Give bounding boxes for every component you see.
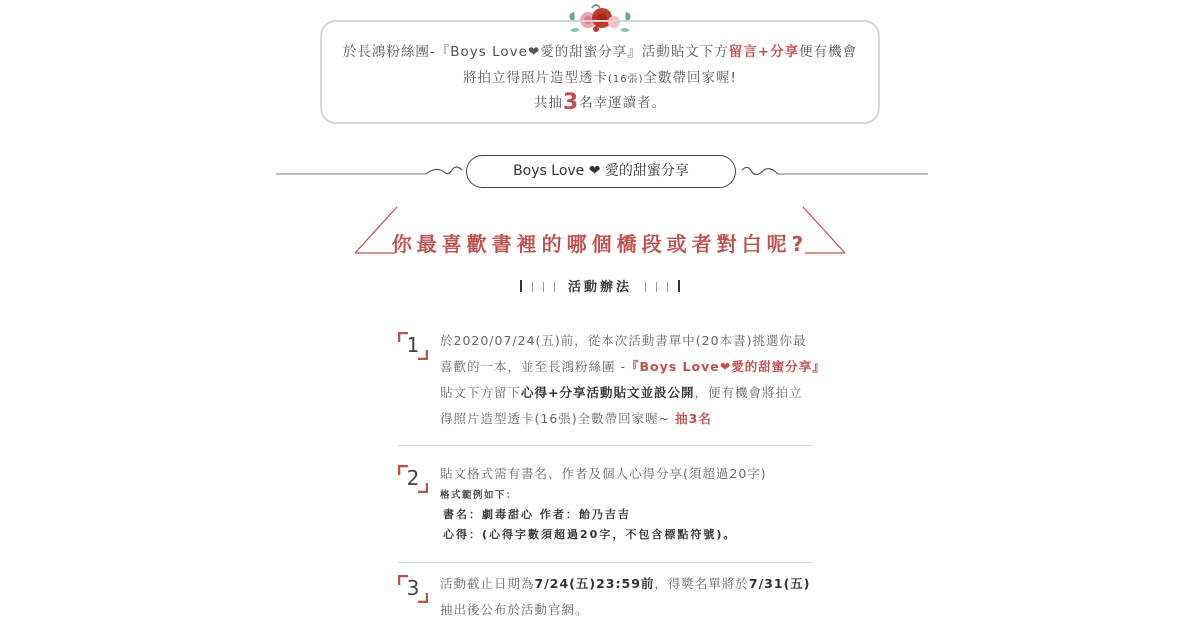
announcement-box xyxy=(320,20,880,124)
item2-line1: 貼文格式需有書名、作者及個人心得分享(須超過20字) xyxy=(440,466,767,481)
divider xyxy=(398,562,812,563)
item-number: 1 xyxy=(406,333,420,357)
text: 活動截止日期為 xyxy=(440,576,535,591)
text: 於長鴻粉絲團-『Boys Love❤愛的甜蜜分享』活動貼文下方 xyxy=(342,44,729,60)
text: (16張) xyxy=(608,74,644,85)
item2-format-label: 格式範例如下： xyxy=(440,490,518,501)
text: 喜歡的一本，並至長鴻粉絲團 - xyxy=(440,359,626,374)
text: 得照片造型透卡(16張)全數帶回家喔~ xyxy=(440,411,676,426)
right-flourish xyxy=(738,160,928,184)
text: 名幸運讀者。 xyxy=(579,95,667,111)
item1-line3 xyxy=(440,383,803,401)
announce-date: 7/31(五) xyxy=(748,576,811,591)
text: 便有機會 xyxy=(799,44,858,60)
announcement-line-2 xyxy=(322,66,878,86)
text: 貼文下方留下 xyxy=(440,385,522,400)
highlight-text: 留言+分享 xyxy=(728,44,800,60)
group-name: 『Boys Love❤愛的甜蜜分享』 xyxy=(626,359,826,374)
question-heading: 你最喜歡書裡的哪個橋段或者對白呢? xyxy=(391,232,809,256)
announcement-line-3 xyxy=(322,90,878,115)
announcement-line-1 xyxy=(322,40,878,60)
text: 將拍立得照片造型透卡 xyxy=(463,70,609,86)
text: ，便有機會將拍立 xyxy=(694,385,803,400)
left-flourish xyxy=(276,160,466,184)
winner-count: 3 xyxy=(562,90,580,115)
item3-line2: 抽出後公布於活動官網。 xyxy=(440,602,589,617)
method-heading xyxy=(500,276,700,295)
item1-line4 xyxy=(440,409,712,427)
emphasis-text: 心得+分享活動貼文並設公開 xyxy=(521,385,695,400)
text: ，得獎名單將於 xyxy=(654,576,749,591)
item1-line2 xyxy=(440,357,826,375)
item3-line1 xyxy=(440,574,811,592)
text: 全數帶回家喔! xyxy=(643,70,737,86)
item-number: 2 xyxy=(406,466,420,490)
item-number: 3 xyxy=(406,576,420,600)
method-title: 活動辦法 xyxy=(567,280,632,295)
item2-example-2: 心得：(心得字數須超過20字，不包含標點符號)。 xyxy=(443,528,737,541)
divider xyxy=(398,445,812,446)
draw-count: 抽3名 xyxy=(675,411,712,426)
deadline-text: 7/24(五)23:59前 xyxy=(534,576,655,591)
item1-line1: 於2020/07/24(五)前，從本次活動書單中(20本書)挑選你最 xyxy=(440,333,807,348)
text: 共抽 xyxy=(533,95,563,111)
item2-example-1: 書名：劇毒甜心 作者：飴乃吉吉 xyxy=(443,508,631,521)
campaign-title-pill: Boys Love ❤ 愛的甜蜜分享 xyxy=(466,155,736,188)
